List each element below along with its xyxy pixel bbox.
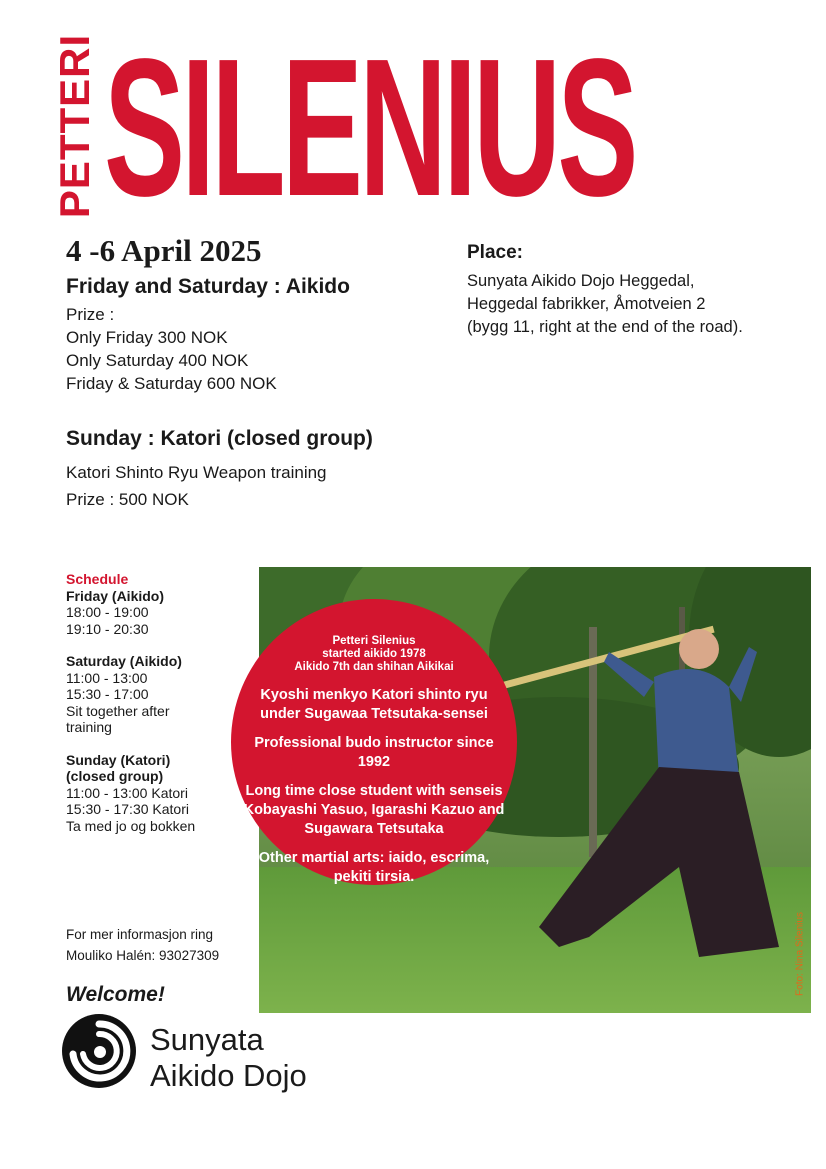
photo-credit	[793, 899, 807, 1009]
sunday-line: Prize : 500 NOK	[66, 490, 189, 509]
contact-phone: Mouliko Halén: 93027309	[66, 948, 220, 963]
sunday-line: Katori Shinto Ryu Weapon training	[66, 463, 327, 482]
schedule-day: Friday (Aikido)	[66, 587, 165, 604]
schedule-block-sunday	[66, 752, 251, 835]
schedule-block-saturday	[66, 653, 251, 736]
bio-item: Long time close student with senseis Kobayashi Yasuo, Igarashi Kazuo and Sugawara Tetsutaka	[243, 783, 505, 837]
price-line: Friday & Saturday 600 NOK	[66, 374, 277, 393]
prize-label: Prize :	[66, 305, 115, 324]
contact-info	[66, 924, 219, 966]
schedule-line: Ta med jo og bokken	[66, 817, 196, 834]
schedule-line: 19:10 - 20:30	[66, 620, 149, 637]
schedule-block-friday	[66, 588, 251, 638]
schedule	[66, 571, 251, 850]
price-line: Only Saturday 400 NOK	[66, 351, 249, 370]
spiral-logo-icon	[60, 1012, 138, 1090]
schedule-line: 11:00 - 13:00	[66, 669, 148, 686]
bio-item: Professional budo instructor since 1992	[254, 735, 494, 770]
schedule-day: Saturday (Aikido)	[66, 653, 182, 669]
place-line: Sunyata Aikido Dojo Heggedal,	[467, 272, 695, 290]
schedule-line: training	[66, 719, 112, 735]
welcome-text: Welcome!	[66, 983, 165, 1006]
schedule-line: 15:30 - 17:30 Katori	[66, 801, 189, 817]
schedule-line: 18:00 - 19:00	[66, 604, 149, 620]
schedule-line: Sit together after	[66, 702, 170, 719]
logo-wordmark	[150, 1022, 307, 1094]
bio-item: Kyoshi menkyo Katori shinto ryu under Sugawaa Tetsutaka-sensei	[260, 687, 488, 722]
price-line: Only Friday 300 NOK	[66, 328, 228, 347]
last-name-title: SILENIUS	[104, 18, 635, 237]
first-name-vertical	[50, 33, 100, 219]
first-name-text: PETTERI	[51, 33, 98, 219]
bio-heading-line: Aikido 7th dan shihan Aikikai	[294, 661, 454, 673]
schedule-day: Sunday (Katori)	[66, 751, 171, 768]
sunday-details	[66, 459, 327, 513]
logo-line: Aikido Dojo	[150, 1058, 307, 1093]
schedule-title: Schedule	[66, 571, 129, 587]
event-date: 4 -6 April 2025	[66, 233, 262, 268]
schedule-line: 11:00 - 13:00 Katori	[66, 784, 188, 801]
contact-line: For mer informasjon ring	[66, 927, 214, 942]
sunday-heading: Sunday : Katori (closed group)	[66, 427, 373, 450]
place-line: Heggedal fabrikker, Åmotveien 2	[467, 295, 706, 313]
fri-sat-heading: Friday and Saturday : Aikido	[66, 275, 350, 298]
schedule-day-note: (closed group)	[66, 768, 164, 784]
price-list	[66, 326, 277, 395]
bio-heading-line: Petteri Silenius	[332, 635, 416, 647]
place-address	[467, 270, 743, 339]
bio-heading-line: started aikido 1978	[322, 648, 426, 660]
logo-line: Sunyata	[150, 1022, 264, 1057]
place-heading: Place:	[467, 242, 523, 263]
bio-item: Other martial arts: iaido, escrima, pekiti tirsia.	[258, 850, 490, 885]
place-line: (bygg 11, right at the end of the road).	[467, 318, 743, 336]
photo-credit-text: Foto: Nina Silenius	[794, 912, 806, 996]
schedule-line: 15:30 - 17:00	[66, 686, 149, 702]
bio-circle	[231, 599, 517, 885]
